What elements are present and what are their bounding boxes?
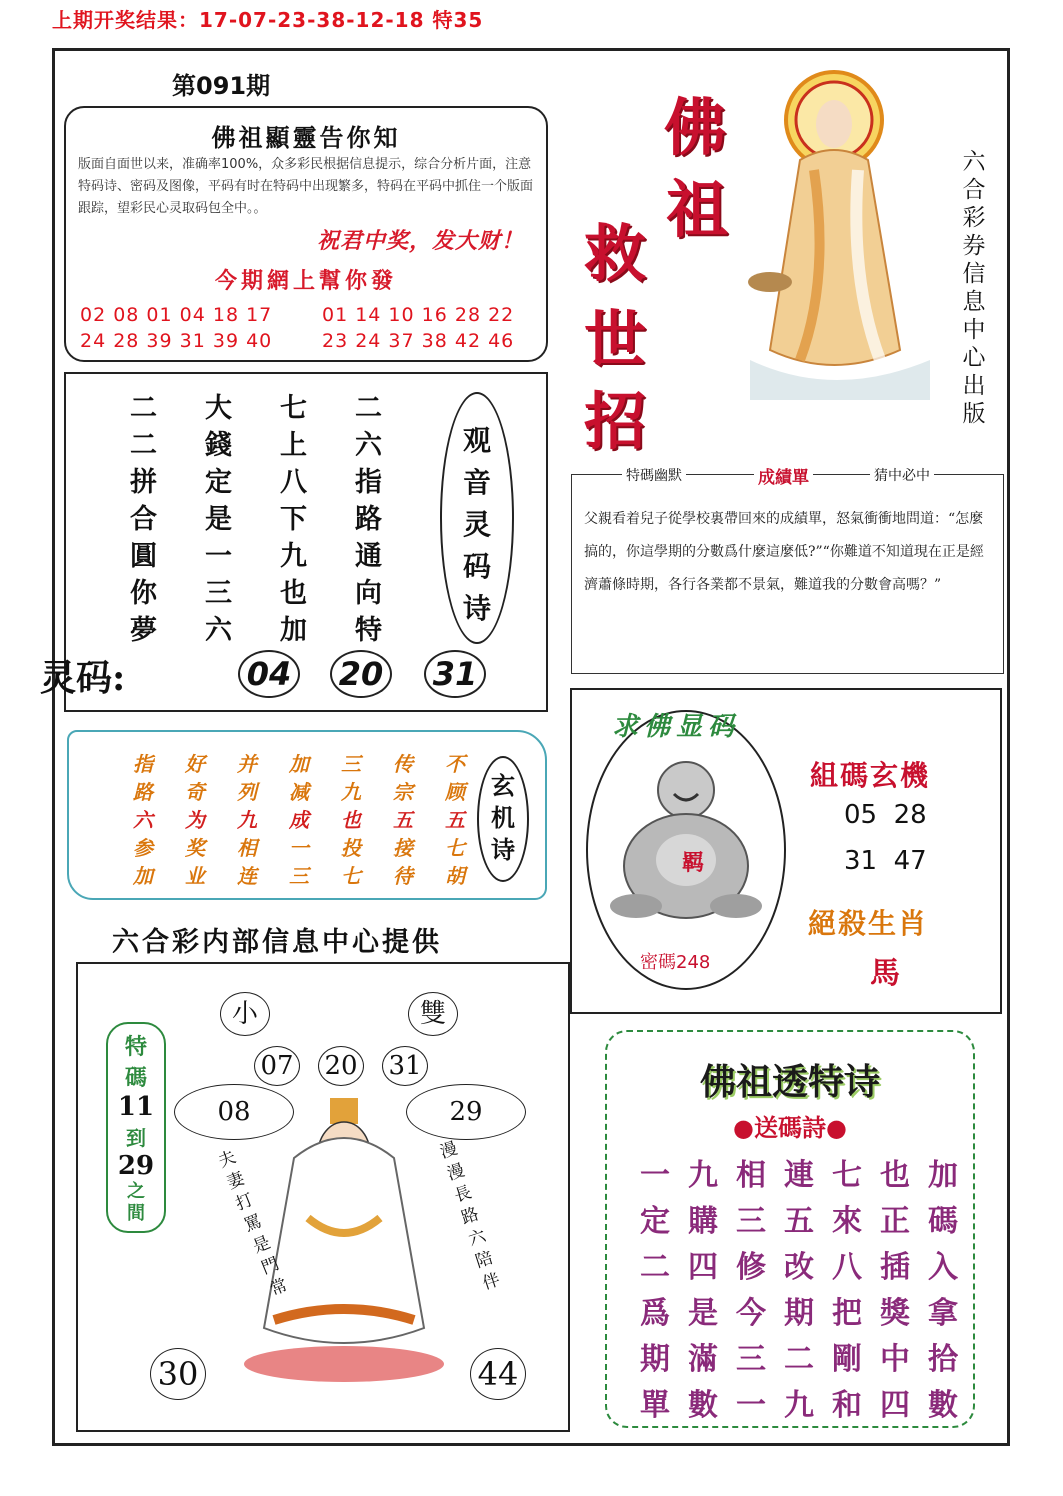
- special-to: 29: [117, 1151, 155, 1181]
- tou-te-char: 相: [736, 1158, 766, 1193]
- verse-char: 妻: [224, 1168, 248, 1194]
- tou-te-char: 今: [736, 1296, 766, 1331]
- corner-number-left: 30: [150, 1348, 206, 1400]
- tou-te-char: 購: [688, 1204, 718, 1239]
- numbers-left-row1: 02 08 01 04 18 17: [80, 304, 273, 326]
- publisher-char: 券: [962, 233, 986, 259]
- poem-row: [106, 386, 406, 423]
- publisher-char: 彩: [962, 205, 986, 231]
- mystery-char: 宗: [393, 780, 413, 804]
- mystery-char: 六: [133, 808, 153, 832]
- lingma-label: 灵码:: [40, 657, 126, 699]
- mystery-char: 路: [133, 780, 153, 804]
- mystery-char: 减: [289, 780, 309, 804]
- tou-te-char: 拾: [928, 1342, 958, 1377]
- tou-te-char: 單: [640, 1388, 670, 1423]
- mystery-char: 待: [393, 864, 413, 888]
- mystery-char: 加: [133, 864, 153, 888]
- mystery-char: 七: [341, 864, 361, 888]
- code-title: 組碼玄機: [810, 759, 931, 792]
- tou-te-char: 加: [928, 1158, 958, 1193]
- tou-te-char: 二: [784, 1342, 814, 1377]
- tou-te-char: 是: [688, 1296, 718, 1331]
- poem-row: [106, 534, 406, 571]
- special-from: 11: [117, 1092, 155, 1122]
- poem-row: [106, 423, 406, 460]
- verse-char: 罵: [241, 1211, 265, 1237]
- poem-row: [106, 460, 406, 497]
- tou-te-char: 把: [832, 1296, 862, 1331]
- poem-char: 通: [355, 541, 382, 572]
- mystery-char: 业: [185, 864, 205, 888]
- laughing-buddha-illustration: [606, 756, 766, 926]
- big-title-char-4: 世: [584, 303, 647, 376]
- lingma-number: 31: [424, 650, 486, 698]
- publisher-char: 信: [962, 261, 986, 287]
- notice-body: 版面自面世以来，准确率100%，众多彩民根据信息提示，综合分析片面，注意特码诗、密码及图像，平码有时在特码中出现繁多，特码在平码中抓住一个版面跟踪，望彩民心灵取码包全中。。: [78, 157, 534, 216]
- tou-te-char: 四: [688, 1250, 718, 1285]
- mystery-char: 七: [445, 836, 465, 860]
- poem-char: 六: [355, 430, 382, 461]
- poem-char: 夢: [130, 615, 157, 646]
- tou-te-char: 五: [784, 1204, 814, 1239]
- numbers-right-row2: 23 24 37 38 42 46: [322, 330, 515, 352]
- mystery-row: [117, 776, 481, 804]
- kill-zodiac-value: 馬: [870, 956, 900, 991]
- tou-te-char: 剛: [832, 1342, 862, 1377]
- tou-te-char: 期: [640, 1342, 670, 1377]
- poem-char: 六: [205, 615, 232, 646]
- mystery-char: 一: [289, 836, 309, 860]
- poem-char: 二: [355, 393, 382, 424]
- tou-te-char: 七: [832, 1158, 862, 1193]
- poem-char: 路: [355, 504, 382, 535]
- code-box: [570, 688, 1002, 1014]
- verse-char: 伴: [480, 1269, 503, 1295]
- poem-char: 大: [205, 393, 232, 424]
- notice-subtitle: 今期網上幫你發: [214, 269, 397, 294]
- mystery-label-char: 玄: [491, 771, 515, 800]
- verse-char: 夫: [215, 1147, 239, 1173]
- mystery-char: 三: [341, 752, 361, 776]
- mystery-row: [117, 804, 481, 832]
- joke-header-right: 猜中必中: [870, 465, 934, 485]
- tou-te-char: 期: [784, 1296, 814, 1331]
- joke-box: [571, 468, 1004, 674]
- poem-char: 指: [355, 467, 382, 498]
- poem-char: 你: [130, 578, 157, 609]
- tou-te-char: 碼: [928, 1204, 958, 1239]
- left-oval-number: 08: [174, 1084, 294, 1140]
- special-between: 之間: [127, 1181, 145, 1224]
- poem-char: 錢: [205, 430, 232, 461]
- verse-char: 是: [250, 1232, 274, 1258]
- special-code-range: [106, 1022, 166, 1233]
- notice-title: 佛祖顯靈告你知: [211, 123, 401, 152]
- big-title-char-1: 佛: [664, 91, 727, 164]
- tou-te-char: 修: [736, 1250, 766, 1285]
- verse-char: 長: [451, 1182, 475, 1207]
- tou-te-char: 獎: [880, 1296, 910, 1331]
- poem-char: 七: [280, 393, 307, 424]
- code-stamp: 羁: [682, 851, 705, 876]
- tou-te-char: 滿: [688, 1342, 718, 1377]
- special-label: 碼: [124, 1065, 147, 1091]
- mystery-char: 奖: [185, 836, 205, 860]
- poem-char: 特: [355, 615, 382, 646]
- poem-char: 三: [205, 578, 232, 609]
- verse-char: 六: [466, 1226, 489, 1251]
- mystery-char: 列: [237, 780, 257, 804]
- oval-char: 灵: [462, 508, 491, 541]
- mystery-char: 传: [393, 752, 413, 776]
- verse-char: 陪: [473, 1247, 496, 1273]
- publisher-char: 中: [962, 317, 986, 343]
- tou-te-char: 二: [640, 1250, 670, 1285]
- kill-zodiac-title: 絕殺生肖: [808, 907, 929, 940]
- mystery-char: 五: [393, 808, 413, 832]
- mystery-char: 相: [237, 836, 257, 860]
- mystery-char: 不: [445, 752, 465, 776]
- poem-char: 圓: [130, 541, 157, 572]
- poem-char: 定: [205, 467, 232, 498]
- top-number: 31: [382, 1046, 428, 1086]
- code-numbers-row1: 05 28: [844, 800, 927, 830]
- mystery-char: 接: [393, 836, 413, 860]
- guanyin-standing-illustration: [730, 60, 952, 410]
- poem-row: [106, 608, 406, 645]
- tou-te-char: 三: [736, 1204, 766, 1239]
- code-arc-title: 求佛显码: [612, 712, 741, 742]
- mystery-row: [117, 748, 481, 776]
- poem-char: 向: [355, 578, 382, 609]
- poem-char: 也: [280, 578, 307, 609]
- verse-char: 漫: [444, 1160, 468, 1185]
- mystery-char: 参: [133, 836, 153, 860]
- poem-char: 合: [130, 504, 157, 535]
- mystery-char: 并: [237, 752, 257, 776]
- mystery-char: 投: [341, 836, 361, 860]
- mystery-char: 九: [237, 808, 257, 832]
- poem-row: [106, 497, 406, 534]
- verse-char: 路: [458, 1204, 482, 1229]
- mystery-char: 九: [341, 780, 361, 804]
- tou-te-char: 連: [784, 1158, 814, 1193]
- joke-text: 父親看着兒子從學校裏帶回來的成績單，怒氣衝衝地問道：“怎麼搞的，你這學期的分數爲什麼這麼低?”“你難道不知道現在正是經濟蕭條時期，各行各業都不景氣，難道我的分數會高嗎？”: [584, 511, 984, 593]
- special-label: 特: [124, 1034, 147, 1060]
- poem-char: 上: [280, 430, 307, 461]
- issue-number: 第091期: [172, 72, 271, 100]
- poem-char: 加: [280, 615, 307, 646]
- guanyin-poem-oval-label: [440, 392, 514, 644]
- top-number: 20: [318, 1046, 364, 1086]
- oval-char: 码: [462, 550, 491, 583]
- tou-te-row: [631, 1334, 967, 1380]
- publisher-char: 出: [962, 373, 986, 399]
- publisher-vertical: [960, 148, 988, 428]
- special-to-word: 到: [126, 1126, 146, 1150]
- publisher-char: 版: [962, 401, 986, 427]
- tag-small: 小: [220, 992, 270, 1036]
- code-secret: 密碼248: [640, 952, 711, 973]
- top-number: 07: [254, 1046, 300, 1086]
- bottom-left-box: [76, 962, 570, 1432]
- tou-te-char: 八: [832, 1250, 862, 1285]
- verse-char: 門: [258, 1253, 282, 1279]
- tou-te-char: 中: [880, 1342, 910, 1377]
- tou-te-char: 拿: [928, 1296, 958, 1331]
- poem-row: [106, 571, 406, 608]
- mystery-char: 好: [185, 752, 205, 776]
- poem-char: 九: [280, 541, 307, 572]
- numbers-right-row1: 01 14 10 16 28 22: [322, 304, 515, 326]
- joke-header-title: 成績單: [754, 463, 813, 488]
- mystery-char: 成: [289, 808, 309, 832]
- tou-te-row: [631, 1242, 967, 1288]
- tou-te-row: [631, 1380, 967, 1426]
- tou-te-subtitle: ●送碼詩●: [733, 1113, 847, 1142]
- mystery-label-char: 诗: [491, 835, 515, 864]
- big-title-char-5: 招: [584, 385, 647, 458]
- tou-te-char: 正: [880, 1204, 910, 1239]
- poem-char: 八: [280, 467, 307, 498]
- tou-te-char: 也: [880, 1158, 910, 1193]
- lingma-number: 04: [238, 650, 300, 698]
- publisher-char: 息: [962, 289, 986, 315]
- publisher-char: 六: [962, 149, 986, 175]
- lingma-number: 20: [330, 650, 392, 698]
- publisher-char: 心: [962, 345, 986, 371]
- mystery-char: 五: [445, 808, 465, 832]
- notice-wish: 祝君中奖，发大财！: [316, 229, 524, 254]
- tou-te-char: 插: [880, 1250, 910, 1285]
- poem-char: 是: [205, 504, 232, 535]
- big-title-char-2: 祖: [666, 173, 729, 246]
- notice-box: [64, 106, 548, 362]
- tou-te-char: 一: [736, 1388, 766, 1423]
- poem-char: 拼: [130, 467, 157, 498]
- tou-te-char: 和: [832, 1388, 862, 1423]
- mystery-char: 顾: [445, 780, 465, 804]
- tou-te-char: 來: [832, 1204, 862, 1239]
- right-oval-number: 29: [406, 1084, 526, 1140]
- tou-te-char: 一: [640, 1158, 670, 1193]
- corner-number-right: 44: [470, 1348, 526, 1400]
- poem-char: 二: [130, 393, 157, 424]
- last-result-header: 上期开奖结果：17-07-23-38-12-18 特35: [52, 8, 484, 32]
- joke-header-left: 特碼幽默: [622, 465, 686, 485]
- mystery-row: [117, 832, 481, 860]
- verse-char: 打: [232, 1189, 257, 1215]
- tou-te-char: 九: [784, 1388, 814, 1423]
- mystery-grid: [117, 748, 481, 888]
- publisher-char: 合: [962, 177, 986, 203]
- mystery-char: 指: [133, 752, 153, 776]
- tou-te-char: 數: [928, 1388, 958, 1423]
- mystery-poem-box: [67, 730, 547, 900]
- tou-te-char: 定: [640, 1204, 670, 1239]
- tou-te-char: 改: [784, 1250, 814, 1285]
- tou-te-row: [631, 1196, 967, 1242]
- poem-char: 二: [130, 430, 157, 461]
- mystery-char: 加: [289, 752, 309, 776]
- provider-line: 六合彩内部信息中心提供: [112, 927, 442, 958]
- verse-char: 漫: [437, 1138, 460, 1163]
- tou-te-title: 佛祖透特诗: [699, 1061, 880, 1103]
- tou-te-char: 入: [928, 1250, 958, 1285]
- tou-te-char: 四: [880, 1388, 910, 1423]
- guanyin-poem-grid: [106, 386, 406, 645]
- tag-double: 雙: [408, 992, 458, 1036]
- tou-te-row: [631, 1288, 967, 1334]
- verse-char: 常: [267, 1275, 291, 1301]
- tou-te-char: 爲: [640, 1296, 670, 1331]
- mystery-char: 奇: [185, 780, 205, 804]
- tou-te-grid: [631, 1150, 967, 1426]
- oval-char: 音: [462, 466, 491, 499]
- code-numbers-row2: 31 47: [844, 846, 927, 876]
- poem-char: 下: [280, 504, 307, 535]
- mystery-char: 也: [341, 808, 361, 832]
- mystery-char: 胡: [445, 864, 465, 888]
- mystery-char: 连: [237, 864, 257, 888]
- tou-te-char: 九: [688, 1158, 718, 1193]
- poem-char: 一: [205, 541, 232, 572]
- mystery-label-char: 机: [491, 803, 515, 832]
- oval-char: 观: [462, 424, 491, 457]
- tou-te-row: [631, 1150, 967, 1196]
- mystery-oval-label: [477, 756, 529, 882]
- mystery-char: 为: [185, 808, 205, 832]
- mystery-row: [117, 860, 481, 888]
- numbers-left-row2: 24 28 39 31 39 40: [80, 330, 273, 352]
- tou-te-char: 數: [688, 1388, 718, 1423]
- big-title-char-3: 救: [584, 217, 647, 290]
- mystery-char: 三: [289, 864, 309, 888]
- tou-te-char: 三: [736, 1342, 766, 1377]
- oval-char: 诗: [462, 592, 491, 625]
- tou-te-poem-box: [605, 1030, 975, 1428]
